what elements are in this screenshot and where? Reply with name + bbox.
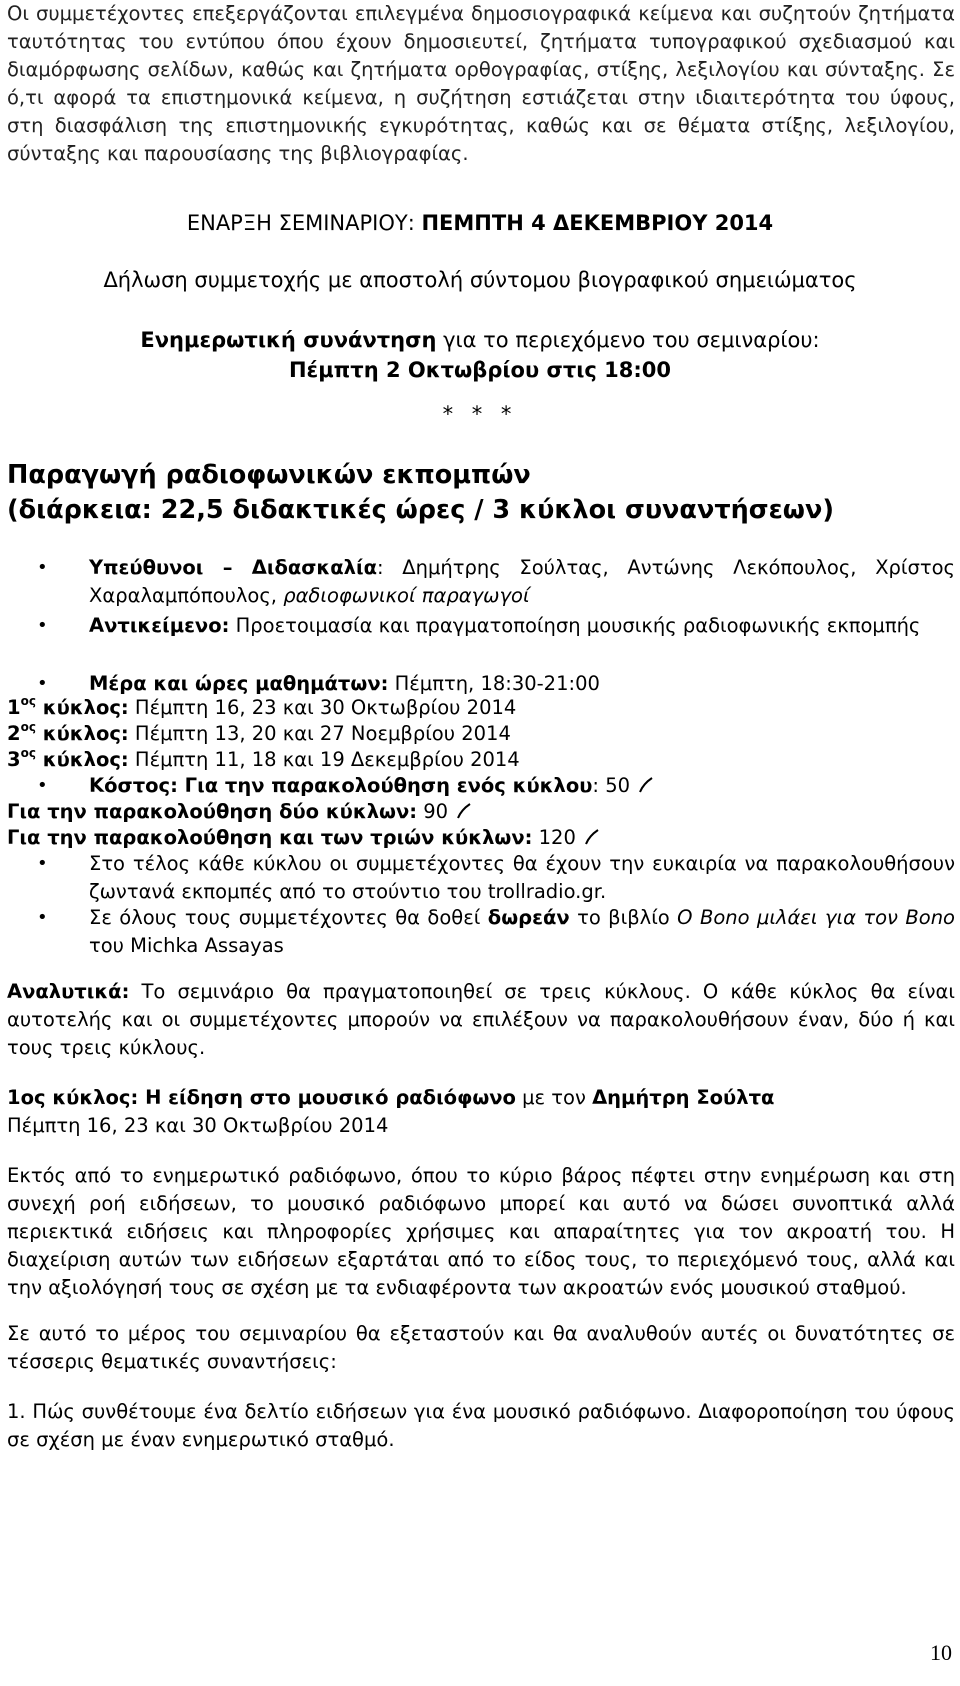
bullet-icon: • — [37, 907, 48, 928]
teachers-role: ραδιοφωνικοί παραγωγοί — [283, 584, 530, 607]
list-item-live-shows — [7, 850, 955, 906]
intro-text: Οι συμμετέχοντες επεξεργάζονται επιλεγμένα δημοσιογραφικά κείμενα και συζητούν ζητήματα ταυτότητας του εντύπου όπου έχουν δημοσιευτεί, ζητήματα τυπογραφικού σχεδιασμού και διαμόρφωσης σελίδων, καθώς και ζητήματα ορθογραφίας, στίξης, λεξιλογίου και σύνταξης. Σε ό,τι αφορά τα επιστημονικά κείμενα, η συζήτηση εστιάζεται στην ιδιαιτερότητα του ύφους, στη διασφάλιση της επιστημονικής εγκυρότητας, καθώς και σε θέματα στίξης, λεξιλογίου, σύνταξης και παρουσίασης της βιβλιογραφίας. — [7, 2, 955, 165]
euro-sign-icon — [456, 802, 472, 820]
briefing-date: Πέμπτη 2 Οκτωβρίου στις 18:00 — [288, 358, 672, 382]
euro-sign-icon — [638, 776, 654, 794]
seminar-start-label: ΕΝΑΡΞΗ ΣΕΜΙΝΑΡΙΟΥ: — [186, 211, 422, 235]
cycle1-paragraph-2: Σε αυτό το μέρος του σεμιναρίου θα εξεταστούν και θα αναλυθούν αυτές οι δυνατότητες σε τέσσερις θεματικές συναντήσεις: — [7, 1322, 955, 1373]
euro-sign-icon — [584, 828, 600, 846]
section-title-line1: Παραγωγή ραδιοφωνικών εκπομπών — [7, 460, 531, 490]
teachers-label: Υπεύθυνοι — [89, 556, 204, 579]
analysis-text: Το σεμινάριο θα πραγματοποιηθεί σε τρεις κύκλους. Ο κάθε κύκλος θα είναι αυτοτελής και οι συμμετέχοντες μπορούν να επιλέξουν να παρακολουθήσουν έναν, δύο ή και τους τρεις κύκλους. — [7, 980, 955, 1059]
list-item-teachers: • Υπεύθυνοι – Διδασκαλία: Δημήτρης Σούλτας, Αντώνης Λεκόπουλος, Χρίστος Χαραλαμπόπουλος, ραδιοφωνικοί παραγωγοί — [37, 556, 956, 607]
briefing-label: Ενημερωτική συνάντηση — [140, 328, 437, 352]
bullet-icon: • — [37, 853, 48, 874]
bullet-icon: • — [37, 615, 48, 636]
object-label: Αντικείμενο: — [89, 614, 230, 637]
list-item-book: • Σε όλους τους συμμετέχοντες θα δοθεί δωρεάν το βιβλίο O Bono μιλάει για τον Bono του Michka Assayas — [37, 906, 955, 957]
declaration-line: Δήλωση συμμετοχής με αποστολή σύντομου βιογραφικού σημειώματος — [103, 268, 857, 292]
analysis-label: Αναλυτικά: — [7, 980, 130, 1003]
cost-line-3: Για την παρακολούθηση και των τριών κύκλων: 120 — [7, 824, 955, 852]
bullet-icon: • — [37, 673, 48, 694]
section-title — [7, 458, 947, 528]
cycle1-paragraph-1: Εκτός από το ενημερωτικό ραδιόφωνο, όπου το κύριο βάρος πέφτει στην ενημέρωση και στη συνεχή ροή ειδήσεων, το μουσικό ραδιόφωνο μπορεί και αυτό να δώσει συνοπτικά αλλά περιεκτικά ειδήσεις και πληροφορίες χρήσιμες και απαραίτητες για τον ακροατή του. Η διαχείριση αυτών των ειδήσεων εξαρτάται από το είδος τους, το περιεχόμενό τους, αλλά και την αξιολόγησή τους σε σχέση με τα ενδιαφέροντα των ακροατών ενός μουσικού σταθμού. — [7, 1164, 955, 1299]
cost-value: : 50 — [592, 774, 631, 797]
bullet-icon: • — [37, 775, 48, 796]
page-number: 10 — [930, 1640, 952, 1665]
object-text: Προετοιμασία και πραγματοποίηση μουσικής ραδιοφωνικής εκπομπής — [229, 614, 921, 637]
cost-line-2: Για την παρακολούθηση δύο κύκλων: 90 — [7, 798, 955, 826]
briefing-block — [0, 325, 960, 385]
teachers-names: : Δημήτρης Σούλτας, Αντώνης Λεκόπουλος, Χρίστος Χαραλαμπόπουλος, — [89, 556, 956, 607]
live-shows-text: Στο τέλος κάθε κύκλου οι συμμετέχοντες θα έχουν την ευκαιρία να παρακολουθήσουν ζωντανά εκπομπές από το στούντιο του trollradio.gr. — [89, 852, 955, 903]
seminar-start — [0, 211, 960, 235]
cost-label: Κόστος: Για την παρακολούθηση ενός κύκλου — [89, 774, 593, 797]
cycle1-dates: Πέμπτη 16, 23 και 30 Οκτωβρίου 2014 — [7, 1114, 389, 1137]
seminar-start-date: ΠΕΜΠΤΗ 4 ΔΕΚΕΜΒΡΙΟΥ 2014 — [421, 211, 774, 235]
cycle1-heading: 1ος κύκλος: Η είδηση στο μουσικό ραδιόφωνο με τον Δημήτρη Σούλτα Πέμπτη 16, 23 και 30 Οκτωβρίου 2014 — [7, 1084, 955, 1140]
briefing-text: για το περιεχόμενο του σεμιναρίου: — [436, 328, 820, 352]
list-item-object — [7, 612, 955, 668]
cycle1-item-1: 1. Πώς συνθέτουμε ένα δελτίο ειδήσεων για ένα μουσικό ραδιόφωνο. Διαφοροποίηση του ύφους σε σχέση με έναν ενημερωτικό σταθμό. — [7, 1400, 955, 1451]
days-label: Μέρα και ώρες μαθημάτων: — [89, 672, 389, 695]
bullet-icon: • — [37, 557, 48, 578]
cycle1-teacher: Δημήτρη Σούλτα — [592, 1086, 775, 1109]
free-label: δωρεάν — [487, 906, 570, 929]
analysis-paragraph — [7, 978, 955, 1062]
cycle-line-1: $1^{o\varsigma}$ κύκλος: Πέμπτη 16, 23 και 30 Οκτωβρίου 2014 — [7, 694, 517, 719]
section-separator: * * * — [442, 402, 518, 426]
cycle1-title: 1ος κύκλος: Η είδηση στο μουσικό ραδιόφωνο — [7, 1086, 516, 1109]
cycle-line-2: $2^{o\varsigma}$ κύκλος: Πέμπτη 13, 20 και 27 Νοεμβρίου 2014 — [7, 720, 511, 745]
cycle-line-3: $3^{o\varsigma}$ κύκλος: Πέμπτη 11, 18 και 19 Δεκεμβρίου 2014 — [7, 746, 520, 771]
intro-paragraph — [7, 0, 955, 168]
teaching-label: Διδασκαλία — [251, 556, 378, 579]
days-text: Πέμπτη, 18:30-21:00 — [388, 672, 600, 695]
section-title-line2: (διάρκεια: 22,5 διδακτικές ώρες / 3 κύκλοι συναντήσεων) — [7, 495, 834, 525]
book-title: O Bono μιλάει για τον Bono — [677, 906, 955, 929]
